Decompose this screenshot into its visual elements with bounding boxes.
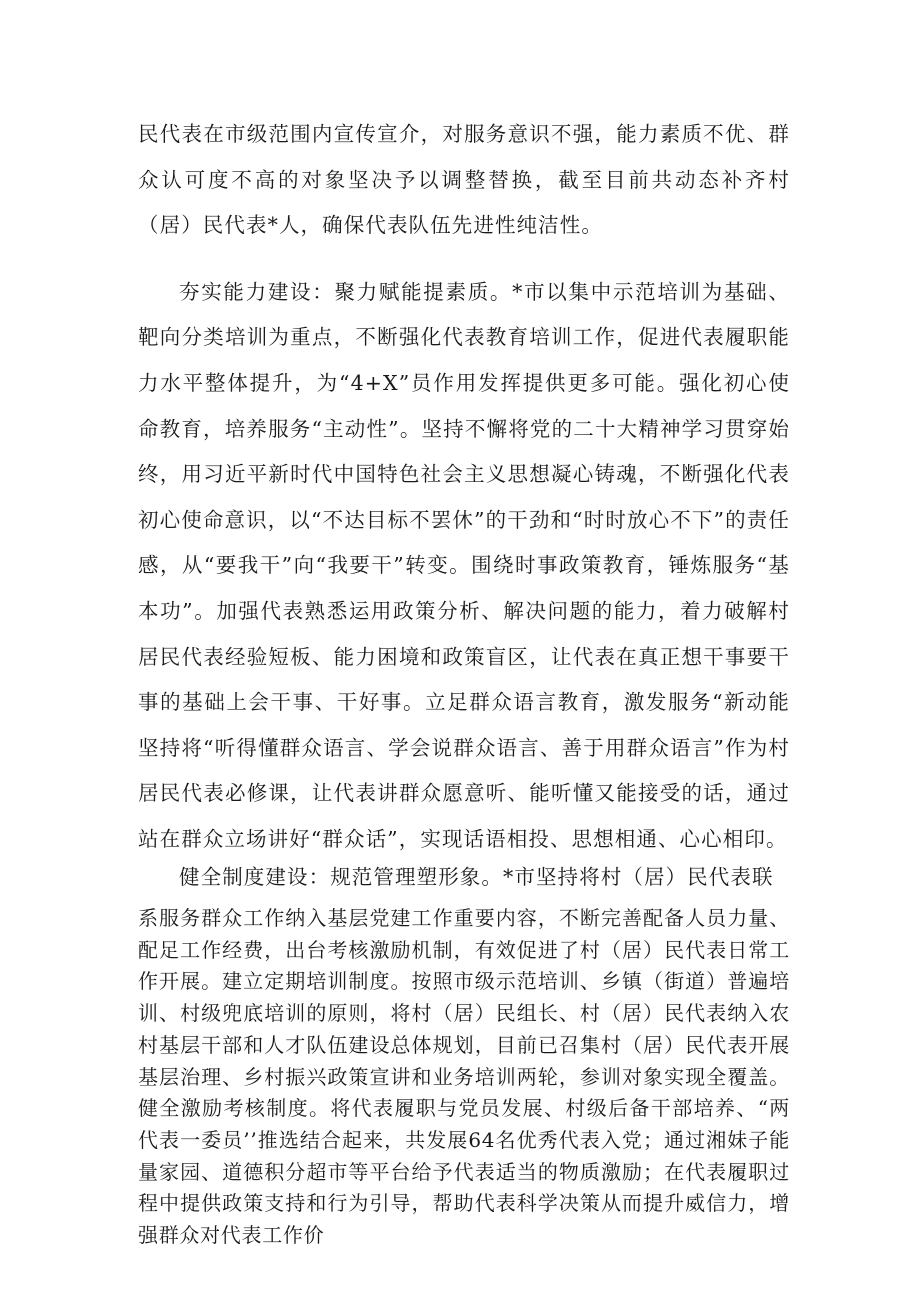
paragraph-continuation: 民代表在市级范围内宣传宣介，对服务意识不强，能力素质不优、群众认可度不高的对象坚决予以调整替换，截至目前共动态补齐村（居）民代表*人，确保代表队伍先进性纯洁性。: [138, 122, 790, 238]
body-text-upper: [138, 112, 790, 863]
paragraph-system-building-body: 系服务群众工作纳入基层党建工作重要内容，不断完善配备人员力量、配足工作经费，出台考核激励机制，有效促进了村（居）民代表日常工作开展。建立定期培训制度。按照市级示范培训、乡镇（街道）普遍培训、村级兜底培训的原则，将村（居）民组长、村（居）民代表纳入农村基层干部和人才队伍建设总体规划，目前已召集村（居）民代表开展基层治理、乡村振兴政策宣讲和业务培训两轮，参训对象实现全覆盖。健全激励考核制度。将代表履职与党员发展、村级后备干部培养、“两代表一委员’’推选结合起来，共发展64名优秀代表入党；通过湘妹子能量家园、道德积分超市等平台给予代表适当的物质激励；在代表履职过程中提供政策支持和行为引导，帮助代表科学决策从而提升威信力，增强群众对代表工作价: [138, 906, 790, 1248]
paragraph-system-building-heading: 健全制度建设：规范管理塑形象。*市坚持将村（居）民代表联: [179, 865, 774, 889]
paragraph-capability-building: 夯实能力建设：聚力赋能提素质。*市以集中示范培训为基础、靶向分类培训为重点，不断强化代表教育培训工作，促进代表履职能力水平整体提升，为“4+X”员作用发挥提供更多可能。强化初心使命教育，培养服务“主动性”。坚持不懈将党的二十大精神学习贯穿始终，用习近平新时代中国特色社会主义思想凝心铸魂，不断强化代表初心使命意识，以“不达目标不罢休”的干劲和“时时放心不下”的责任感，从“要我干”向“我要干”转变。围绕时事政策教育，锤炼服务“基本功”。加强代表熟悉运用政策分析、解决问题的能力，着力破解村居民代表经验短板、能力困境和政策盲区，让代表在真正想干事要干事的基础上会干事、干好事。立足群众语言教育，激发服务“新动能坚持将“听得懂群众语言、学会说群众语言、善于用群众语言”作为村居民代表必修课，让代表讲群众愿意听、能听懂又能接受的话，通过站在群众立场讲好“群众话”，实现话语相投、思想相通、心心相印。: [138, 279, 790, 851]
